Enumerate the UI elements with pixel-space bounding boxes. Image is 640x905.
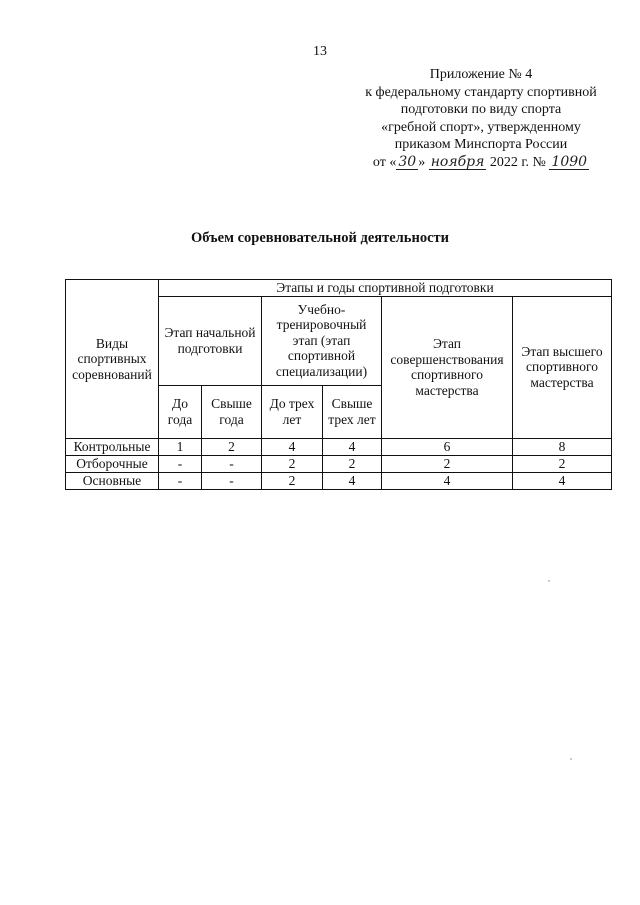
table-cell: 4: [513, 472, 612, 489]
appendix-line-2: к федеральному стандарту спортивной: [365, 84, 597, 100]
table-cell: 6: [382, 438, 513, 455]
table-cell: 4: [262, 438, 323, 455]
table-cell: 4: [323, 472, 382, 489]
header-competition-types: Виды спортивных соревнований: [66, 280, 159, 439]
order-reference: [346, 154, 616, 172]
table-cell: 2: [262, 472, 323, 489]
header-up-to-year: До года: [159, 385, 202, 438]
row-label: Отборочные: [66, 455, 159, 472]
table-cell: -: [202, 472, 262, 489]
appendix-line-4: «гребной спорт», утвержденному: [381, 119, 581, 135]
table-cell: 2: [382, 455, 513, 472]
competition-volume-table: [65, 279, 612, 490]
appendix-line-3: подготовки по виду спорта: [400, 102, 562, 117]
header-stage-improvement: Этап совершенствования спортивного мастерства: [382, 296, 513, 438]
table-cell: 1: [159, 438, 202, 455]
appendix-line-1: Приложение № 4: [429, 67, 533, 82]
header-stages: Этапы и годы спортивной подготовки: [159, 280, 612, 297]
order-prefix: от «: [372, 154, 397, 170]
table-cell: 4: [382, 472, 513, 489]
header-over-three-years: Свыше трех лет: [323, 385, 382, 438]
header-stage-highest: Этап высшего спортивного мастерства: [513, 296, 612, 438]
document-title: Объем соревновательной деятельности: [191, 230, 449, 246]
table-cell: 2: [202, 438, 262, 455]
table-cell: 2: [513, 455, 612, 472]
table-row: [66, 455, 612, 472]
order-day-handwritten: 30: [398, 153, 417, 170]
header-over-year: Свыше года: [202, 385, 262, 438]
table-cell: -: [202, 455, 262, 472]
header-stage-initial: Этап начальной подготовки: [159, 296, 262, 385]
page-number: 13: [313, 44, 327, 59]
appendix-header: [346, 66, 616, 171]
table-cell: 8: [513, 438, 612, 455]
order-year: 2022 г. №: [486, 154, 550, 170]
table-row: [66, 438, 612, 455]
row-label: Контрольные: [66, 438, 159, 455]
table-cell: -: [159, 455, 202, 472]
order-number-handwritten: 1090: [551, 153, 588, 170]
order-month-handwritten: ноября: [430, 153, 485, 170]
header-row-1: [66, 280, 612, 297]
header-stage-training: Учебно-тренировочный этап (этап спортивной специализации): [262, 296, 382, 385]
scan-speck: [548, 580, 550, 582]
table-cell: 2: [323, 455, 382, 472]
order-quote-close: »: [418, 154, 429, 170]
table-cell: 4: [323, 438, 382, 455]
table-cell: 2: [262, 455, 323, 472]
scan-speck: [570, 758, 572, 760]
table-cell: -: [159, 472, 202, 489]
table-row: [66, 472, 612, 489]
row-label: Основные: [66, 472, 159, 489]
appendix-line-5: приказом Минспорта России: [394, 137, 568, 152]
header-up-to-three-years: До трех лет: [262, 385, 323, 438]
